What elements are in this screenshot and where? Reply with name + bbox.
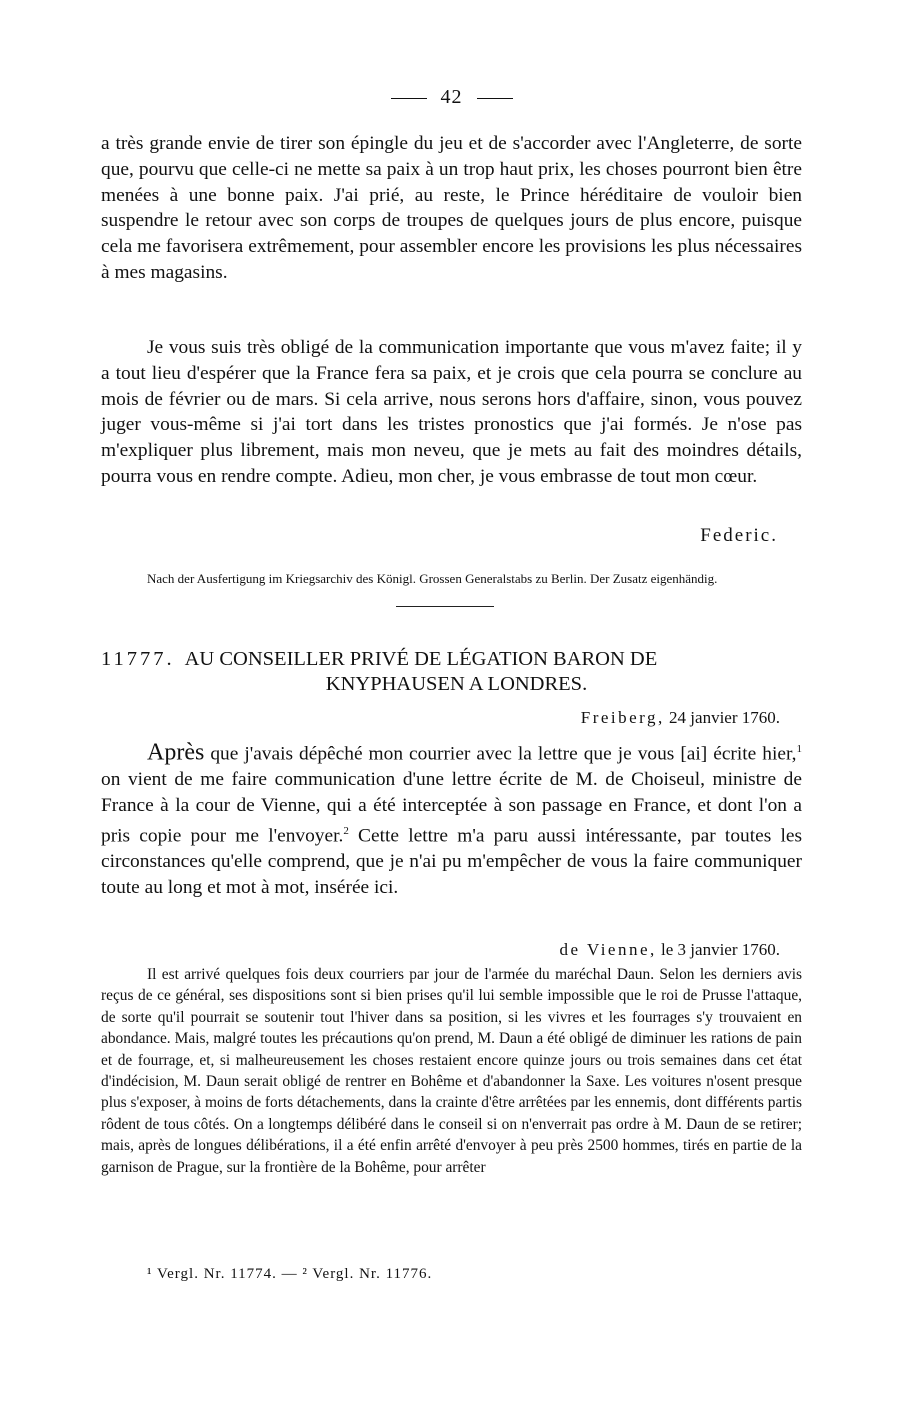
embedded-letter-dateline bbox=[559, 940, 780, 960]
place-date-text: 24 janvier 1760. bbox=[669, 708, 780, 727]
signature: Federic. bbox=[700, 525, 778, 546]
paragraph-3 bbox=[101, 737, 802, 901]
page-number-dash-left bbox=[391, 98, 427, 99]
paragraph-1: a très grande envie de tirer son épingle du jeu et de s'accorder avec l'Angleterre, de sorte que, pourvu que celle-ci ne mette sa paix à un trop haut prix, les choses pourront bien être menées à une bonne paix. J'ai prié, au reste, le Prince héréditaire de vouloir bien suspendre le retour avec son corps de troupes de quelques jours de plus encore, puisque cela me favorisera extrêmement, pour assembler encore les provisions les plus nécessaires à mes magasins. bbox=[101, 133, 802, 283]
dateline-place: de Vienne, bbox=[559, 940, 657, 959]
page-number-dash-right bbox=[477, 98, 513, 99]
page-number-text: 42 bbox=[440, 86, 463, 108]
footnote-ref-1: 1 bbox=[796, 743, 802, 755]
paragraph-2: Je vous suis très obligé de la communication importante que vous m'avez faite; il y a tout lieu d'espérer que la France fera sa paix, et je crois que cela pourra se conclure au mois de février ou de mars. Si cela arrive, nous serons hors d'affaire, sinon, vous pouvez juger vous-même si j'ai tort dans les tristes pronostics que j'ai formés. Je n'ose pas m'expliquer plus librement, mais mon neveu, que je mets au fait des moindres détails, pourra vous en rendre compte. Adieu, mon cher, je vous embrasse de tout mon cœur. bbox=[101, 337, 802, 487]
letter-heading bbox=[101, 647, 802, 697]
footnotes: ¹ Vergl. Nr. 11774. — ² Vergl. Nr. 11776. bbox=[147, 1266, 433, 1282]
place-date bbox=[581, 708, 780, 728]
letter-number: 11777. bbox=[101, 648, 175, 670]
source-note: Nach der Ausfertigung im Kriegsarchiv des Königl. Grossen Generalstabs zu Berlin. Der Zusatz eigenhändig. bbox=[147, 571, 718, 586]
paragraph-3-part-1: que j'avais dépêché mon courrier avec la lettre que je vous [ai] écrite hier, bbox=[210, 743, 797, 765]
heading-line-2: KNYPHAUSEN A LONDRES. bbox=[325, 673, 588, 695]
place-name: Freiberg, bbox=[580, 708, 665, 727]
heading-line-1 bbox=[101, 647, 802, 672]
dateline-date: le 3 janvier 1760. bbox=[661, 940, 780, 959]
heading-line-1-text: AU CONSEILLER PRIVÉ DE LÉGATION BARON DE bbox=[184, 648, 658, 670]
page-number bbox=[101, 86, 802, 109]
embedded-letter-text: Il est arrivé quelques fois deux courriers par jour de l'armée du maréchal Daun. Selon les derniers avis reçus de ce général, ses dispositions sont si bien prises qu'il lui semble impossible que le roi de Prusse l'attaque, de sorte qu'il pourrait se soutenir tout l'hiver dans sa position, si les vivres et les fourrages s'y trouvaient en abondance. Mais, malgré toutes les précautions qu'on prend, M. Daun a été obligé de diminuer les rations de pain et de fourrage, et, si malheureusement les choses restaient encore quinze jours ou trois semaines dans cet état d'indécision, M. Daun serait obligé de rentrer en Bohême et d'abandonner la Saxe. Les voitures n'osent presque plus s'exposer, à moins de forts détachements, dans la crainte d'être arrêtées par les ennemis, dont différents partis rôdent de tous côtés. On a longtemps délibéré dans le conseil si on n'enverrait pas ordre à M. Daun de se retirer; mais, après de longues délibérations, il a été enfin arrêté d'envoyer à peu près 2500 hommes, tirés en partie de la garnison de Prague, sur la frontière de la Bohême, pour arrêter bbox=[101, 966, 802, 1176]
paragraph-3-part-3: Cette lettre m'a paru aussi intéressante, par toutes les circonstances qu'elle comprend, que je n'ai pu m'empêcher de vous la faire communiquer toute au long et mot à mot, insérée ici. bbox=[101, 825, 803, 898]
paragraph-3-part-2: on vient de me faire communication d'une lettre écrite de M. de Choiseul, ministre de France à la cour de Vienne, qui a été interceptée à son passage en France, et dont l'on a pris copie pour me l'envoyer. bbox=[101, 769, 802, 847]
section-separator bbox=[396, 606, 494, 607]
footnote-ref-2: 2 bbox=[343, 824, 349, 837]
paragraph-3-first-word: Après bbox=[147, 739, 205, 766]
